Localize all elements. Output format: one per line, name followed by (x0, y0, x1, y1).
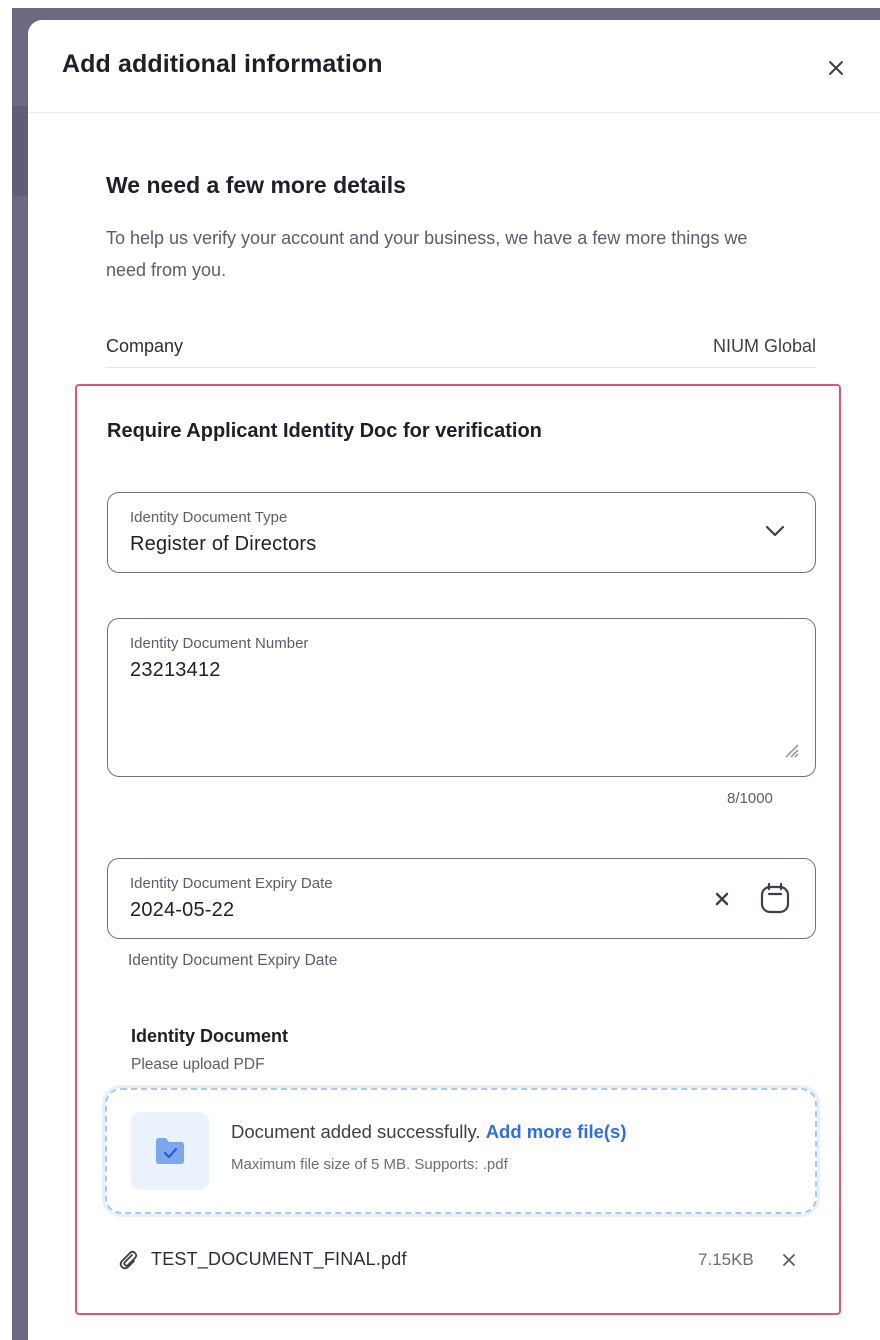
upload-status (231, 1121, 627, 1143)
remove-file-icon[interactable] (781, 1252, 797, 1268)
document-number-value[interactable]: 23213412 (130, 659, 221, 681)
character-counter: 8/1000 (727, 790, 773, 807)
resize-handle-icon[interactable] (782, 741, 800, 759)
expiry-date-field[interactable] (107, 858, 816, 939)
section-title: We need a few more details (106, 172, 406, 198)
requirement-title: Require Applicant Identity Doc for verification (107, 420, 542, 442)
folder-check-icon (154, 1136, 186, 1166)
document-type-select[interactable] (107, 492, 816, 573)
document-type-label: Identity Document Type (130, 509, 288, 526)
additional-info-modal (28, 20, 880, 1340)
document-number-label: Identity Document Number (130, 635, 309, 652)
upload-subtitle: Please upload PDF (131, 1056, 265, 1073)
folder-tile (131, 1112, 209, 1190)
close-icon[interactable] (824, 56, 848, 80)
company-value: NIUM Global (712, 336, 816, 356)
document-type-value: Register of Directors (130, 533, 317, 555)
chevron-down-icon[interactable] (764, 523, 786, 539)
expiry-date-label: Identity Document Expiry Date (130, 875, 333, 892)
modal-title: Add additional information (62, 50, 383, 78)
calendar-icon[interactable] (758, 881, 792, 915)
clear-date-icon[interactable] (712, 889, 732, 909)
paperclip-icon (117, 1249, 139, 1271)
add-more-files-link[interactable]: Add more file(s) (485, 1121, 627, 1142)
file-size: 7.15KB (698, 1250, 754, 1269)
upload-status-text: Document added successfully. (231, 1121, 481, 1142)
expiry-date-value[interactable]: 2024-05-22 (130, 899, 235, 921)
company-label: Company (106, 336, 184, 356)
upload-title: Identity Document (131, 1026, 289, 1046)
file-dropzone[interactable] (105, 1088, 817, 1214)
modal-header (28, 20, 880, 113)
upload-hint: Maximum file size of 5 MB. Supports: .pdf (231, 1156, 508, 1173)
file-name[interactable]: TEST_DOCUMENT_FINAL.pdf (151, 1249, 407, 1269)
company-row (106, 332, 816, 368)
document-number-textarea[interactable] (107, 618, 816, 777)
section-description: To help us verify your account and your business, we have a few more things we need from you. (106, 228, 748, 280)
identity-requirement-panel (75, 384, 841, 1315)
uploaded-file-row (117, 1246, 807, 1276)
expiry-date-helper: Identity Document Expiry Date (128, 952, 338, 969)
